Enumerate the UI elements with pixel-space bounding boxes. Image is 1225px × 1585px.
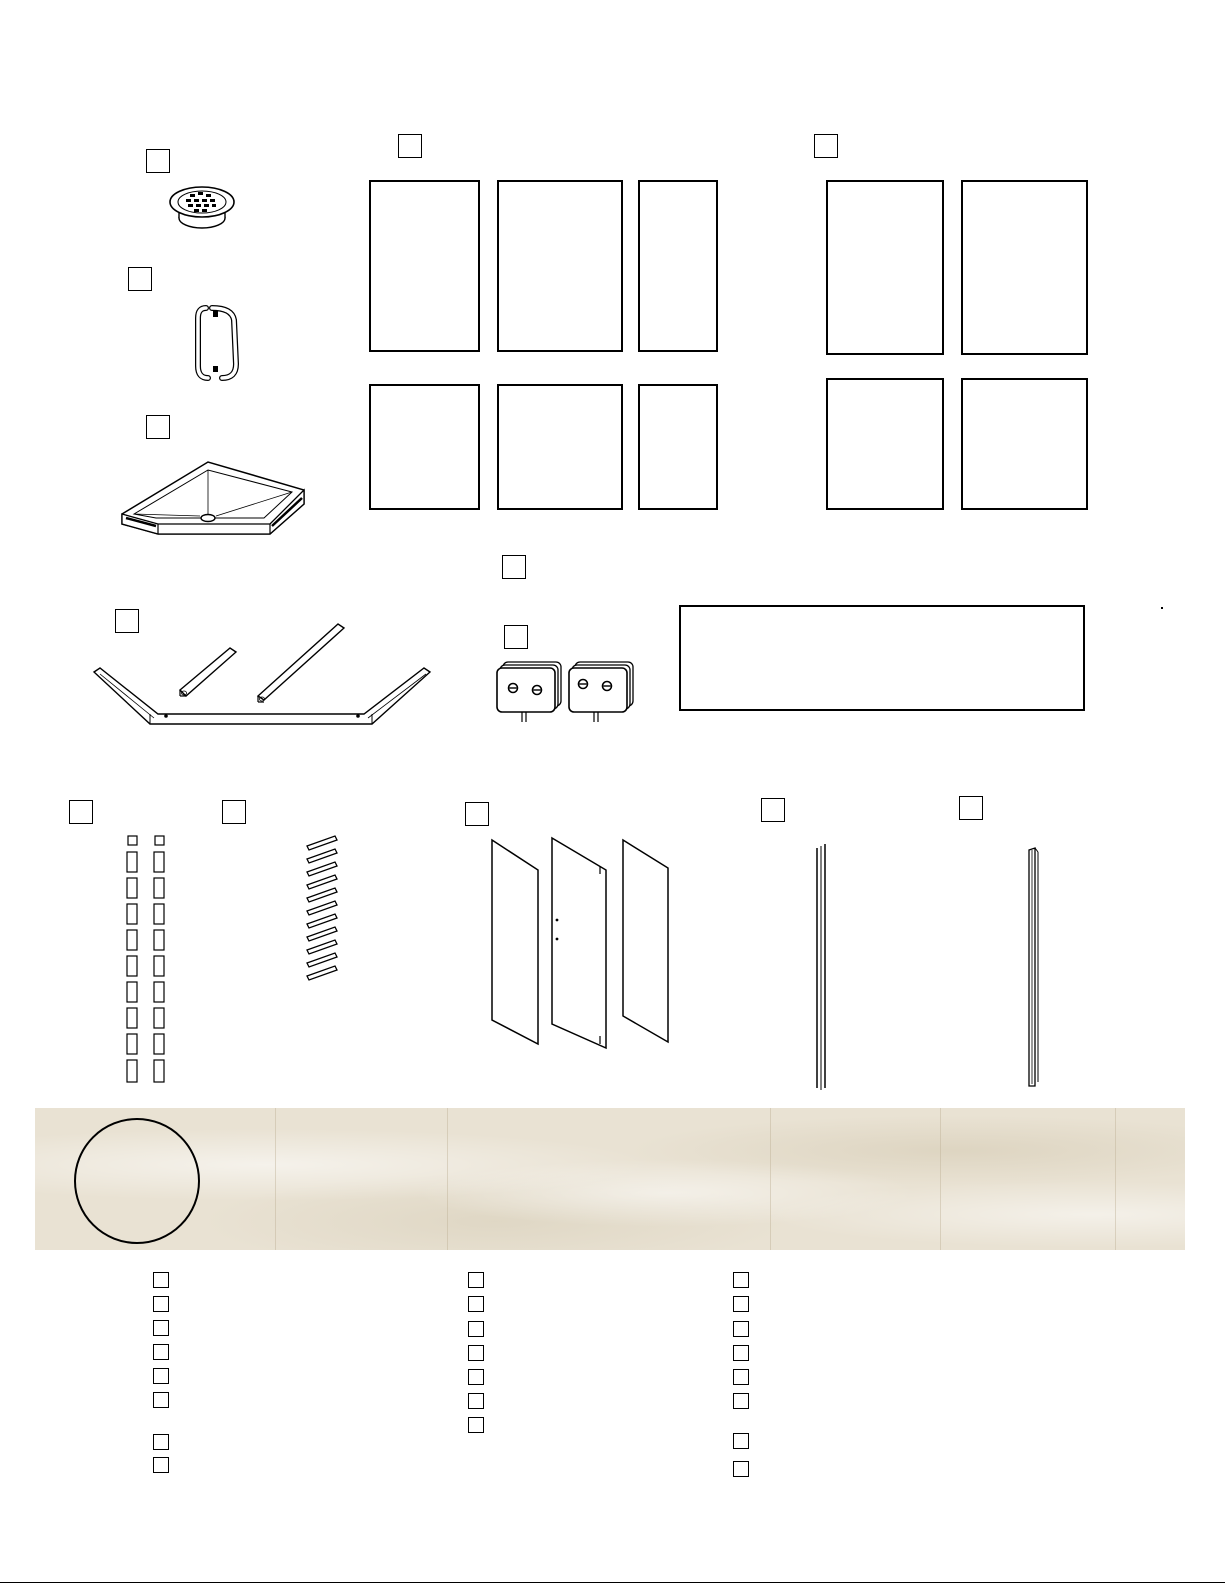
checklist-checkbox[interactable] (733, 1272, 749, 1288)
checklist-checkbox[interactable] (468, 1369, 484, 1385)
swatch-seam (770, 1108, 771, 1250)
panel-icon (638, 384, 718, 510)
finish-swatch-band (35, 1108, 1185, 1250)
checkbox-shower-base[interactable] (146, 415, 170, 439)
swatch-circle (74, 1118, 200, 1244)
panel-icon (497, 180, 623, 352)
panel-icon (961, 180, 1088, 355)
checklist-checkbox[interactable] (153, 1368, 169, 1384)
handle-icon (192, 302, 242, 384)
checklist-checkbox[interactable] (153, 1320, 169, 1336)
panel-icon (369, 384, 480, 510)
shower-base-icon (120, 460, 310, 552)
checklist-checkbox[interactable] (733, 1461, 749, 1477)
checkbox-side-jamb[interactable] (761, 798, 785, 822)
spacer-icon (122, 834, 168, 1086)
sweep-icon (1024, 846, 1042, 1090)
checklist-checkbox[interactable] (733, 1296, 749, 1312)
checkbox-drain[interactable] (146, 149, 170, 173)
checkbox-wall-panels-set-a[interactable] (398, 134, 422, 158)
speck-mark (1161, 607, 1163, 609)
checklist-checkbox[interactable] (153, 1434, 169, 1450)
checklist-checkbox[interactable] (468, 1393, 484, 1409)
panel-icon (497, 384, 623, 510)
panel-icon (826, 180, 944, 355)
checkbox-hinge-clamps[interactable] (504, 625, 528, 649)
checklist-checkbox[interactable] (733, 1321, 749, 1337)
checklist-checkbox[interactable] (153, 1344, 169, 1360)
panel-icon (826, 378, 944, 510)
panel-icon (961, 378, 1088, 510)
swatch-seam (1115, 1108, 1116, 1250)
checklist-checkbox[interactable] (468, 1417, 484, 1433)
drain-icon (168, 184, 238, 232)
checkbox-door-handle[interactable] (128, 267, 152, 291)
track-icon (92, 620, 437, 728)
checklist-checkbox[interactable] (733, 1345, 749, 1361)
panel-icon (638, 180, 718, 352)
checkbox-spacers[interactable] (69, 800, 93, 824)
checklist-checkbox[interactable] (468, 1321, 484, 1337)
swatch-seam (275, 1108, 276, 1250)
swatch-seam (447, 1108, 448, 1250)
clamp-icon (495, 660, 640, 724)
label-box (679, 605, 1085, 711)
checklist-checkbox[interactable] (468, 1345, 484, 1361)
checklist-checkbox[interactable] (153, 1457, 169, 1473)
checkbox-seals[interactable] (222, 800, 246, 824)
checkbox-glass-panels[interactable] (465, 802, 489, 826)
glass-icon (490, 836, 672, 1052)
checklist-checkbox[interactable] (153, 1296, 169, 1312)
checklist-checkbox[interactable] (733, 1369, 749, 1385)
checklist-checkbox[interactable] (733, 1393, 749, 1409)
jamb-icon (814, 842, 830, 1092)
seal-icon (303, 834, 343, 990)
checkbox-door-sweep[interactable] (959, 796, 983, 820)
footer-rule (0, 1582, 1225, 1583)
checklist-checkbox[interactable] (468, 1272, 484, 1288)
swatch-seam (940, 1108, 941, 1250)
checklist-checkbox[interactable] (468, 1296, 484, 1312)
panel-icon (369, 180, 480, 352)
checklist-checkbox[interactable] (153, 1272, 169, 1288)
checklist-checkbox[interactable] (733, 1433, 749, 1449)
checkbox-middle-blank[interactable] (502, 555, 526, 579)
checkbox-wall-panels-set-b[interactable] (814, 134, 838, 158)
checklist-checkbox[interactable] (153, 1392, 169, 1408)
